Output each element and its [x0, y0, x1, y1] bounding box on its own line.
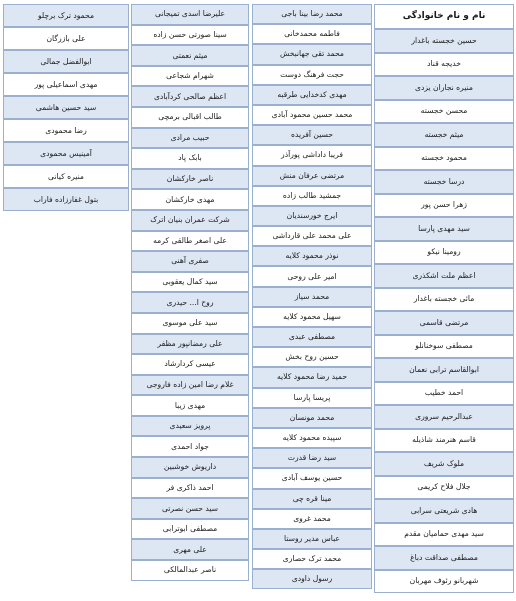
- name-cell: محمد حسین محمود آبادی: [252, 105, 372, 125]
- name-cell: محسن خجسته: [374, 100, 514, 124]
- names-table-column-2: [252, 4, 372, 589]
- name-cell: احمد خطیب: [374, 382, 514, 406]
- name-cell: مصطفی سوخنانلو: [374, 335, 514, 359]
- name-cell: ایرج خورسندیان: [252, 206, 372, 226]
- name-cell: جلال فلاح کریمی: [374, 476, 514, 500]
- name-cell: حسین آفریده: [252, 125, 372, 145]
- name-cell: روح ا... حیدری: [131, 292, 249, 313]
- name-cell: میثم نعمتی: [131, 45, 249, 66]
- name-cell: مرتضی عرفان منش: [252, 166, 372, 186]
- name-cell: منیره کیانی: [3, 165, 129, 188]
- name-cell: سینا صورتی حسن زاده: [131, 25, 249, 46]
- name-cell: سید مهدی پارسا: [374, 217, 514, 241]
- name-cell: اعظم صالحی کردآبادی: [131, 86, 249, 107]
- name-cell: مهدی کدخدایی طرقبه: [252, 85, 372, 105]
- name-cell: منیره نجاران یزدی: [374, 76, 514, 100]
- name-cell: فاطمه محمدخانی: [252, 24, 372, 44]
- name-cell: جمشید طالب زاده: [252, 186, 372, 206]
- name-cell: مصطفی صداقت دباغ: [374, 546, 514, 570]
- name-cell: ملوک شریف: [374, 452, 514, 476]
- name-cell: حسین روح بخش: [252, 347, 372, 367]
- name-cell: بتول غفارزاده فاراب: [3, 188, 129, 211]
- name-cell: سپیده محمود کلایه: [252, 428, 372, 448]
- name-cell: محمد تقی جهانبخش: [252, 44, 372, 64]
- name-cell: میثم خجسته: [374, 123, 514, 147]
- name-cell: خدیجه قناد: [374, 53, 514, 77]
- name-cell: ناصر عبدالمالکی: [131, 560, 249, 581]
- name-cell: ابوالفضل جمالی: [3, 50, 129, 73]
- name-cell: شهرام شجاعی: [131, 66, 249, 87]
- name-cell: حسین یوسف آبادی: [252, 468, 372, 488]
- name-cell: عبدالرحیم سروری: [374, 405, 514, 429]
- name-cell: پرویز سعیدی: [131, 416, 249, 437]
- name-cell: علی مهری: [131, 539, 249, 560]
- name-cell: محمد سیاز: [252, 287, 372, 307]
- name-cell: فریبا داداشی پورآذر: [252, 145, 372, 165]
- names-table-column-1: [374, 4, 514, 593]
- name-cell: علی رمضانپور مظفر: [131, 334, 249, 355]
- name-cell: مائی خجسته باغدار: [374, 288, 514, 312]
- name-cell: سید حسین هاشمی: [3, 96, 129, 119]
- name-cell: سید مهدی حمامیان مقدم: [374, 523, 514, 547]
- name-cell: محمد مونسان: [252, 408, 372, 428]
- name-cell: رضا محمودی: [3, 119, 129, 142]
- name-cell: هادی شریعتی سرابی: [374, 499, 514, 523]
- name-cell: محمد ترک حصاری: [252, 549, 372, 569]
- name-cell: مرتضی قاسمی: [374, 311, 514, 335]
- name-cell: مینا قره چی: [252, 489, 372, 509]
- name-cell: حجت فرهنگ دوست: [252, 65, 372, 85]
- name-cell: درسا خجسته: [374, 170, 514, 194]
- name-cell: مهدی خارکشان: [131, 189, 249, 210]
- name-cell: آمینیس محمودی: [3, 142, 129, 165]
- name-cell: رسول داودی: [252, 569, 372, 589]
- name-cell: شهربانو رئوف مهربان: [374, 570, 514, 594]
- name-cell: اعظم ملت اشکذری: [374, 264, 514, 288]
- name-cell: سید حسن نصرتی: [131, 498, 249, 519]
- name-cell: علی محمد علی قارداشی: [252, 226, 372, 246]
- column-header: نام و نام خانوادگی: [374, 4, 514, 29]
- name-cell: صفری آهنی: [131, 251, 249, 272]
- name-cell: امیر علی روحی: [252, 266, 372, 286]
- name-cell: نوذر محمود کلایه: [252, 246, 372, 266]
- name-cell: عیسی کردارشاد: [131, 354, 249, 375]
- name-cell: مهدی زیبا: [131, 395, 249, 416]
- name-cell: بابک پاد: [131, 148, 249, 169]
- names-table-column-3: [131, 4, 249, 581]
- name-cell: علی اصغر طالقی کرمه: [131, 231, 249, 252]
- name-cell: مصطفی عبدی: [252, 327, 372, 347]
- name-cell: محمد رضا بینا باجی: [252, 4, 372, 24]
- name-cell: علیرضا اسدی تمیجانی: [131, 4, 249, 25]
- name-cell: سید رضا قدرت: [252, 448, 372, 468]
- name-cell: ابوالقاسم ترابی نعمان: [374, 358, 514, 382]
- name-cell: سید کمال یعقوبی: [131, 272, 249, 293]
- name-cell: قاسم هنرمند شاذیله: [374, 429, 514, 453]
- name-cell: عباس مدیر روستا: [252, 529, 372, 549]
- name-cell: محمد غروی: [252, 509, 372, 529]
- name-cell: محمود ترک برچلو: [3, 4, 129, 27]
- name-cell: شرکت عمران بنیان اترک: [131, 210, 249, 231]
- name-cell: حبیب مرادی: [131, 128, 249, 149]
- name-cell: حسین خجسته باغدار: [374, 29, 514, 53]
- name-cell: پریسا پارسا: [252, 388, 372, 408]
- name-cell: مهدی اسماعیلی پور: [3, 73, 129, 96]
- name-cell: محمود خجسته: [374, 147, 514, 171]
- name-cell: طالب اقبالی برمچی: [131, 107, 249, 128]
- name-cell: غلام رضا امین زاده فاروجی: [131, 375, 249, 396]
- name-cell: سید علی موسوی: [131, 313, 249, 334]
- name-cell: ناصر خارکشان: [131, 169, 249, 190]
- name-cell: مصطفی ابوترابی: [131, 519, 249, 540]
- name-cell: سهیل محمود کلایه: [252, 307, 372, 327]
- name-cell: زهرا حسن پور: [374, 194, 514, 218]
- name-cell: جواد احمدی: [131, 436, 249, 457]
- name-cell: احمد ذاکری فر: [131, 478, 249, 499]
- name-cell: رومینا نیکو: [374, 241, 514, 265]
- names-table-column-4: [3, 4, 129, 211]
- name-cell: علی بازرگان: [3, 27, 129, 50]
- name-cell: حمید رضا محمود کلایه: [252, 367, 372, 387]
- name-cell: داریوش خوشبین: [131, 457, 249, 478]
